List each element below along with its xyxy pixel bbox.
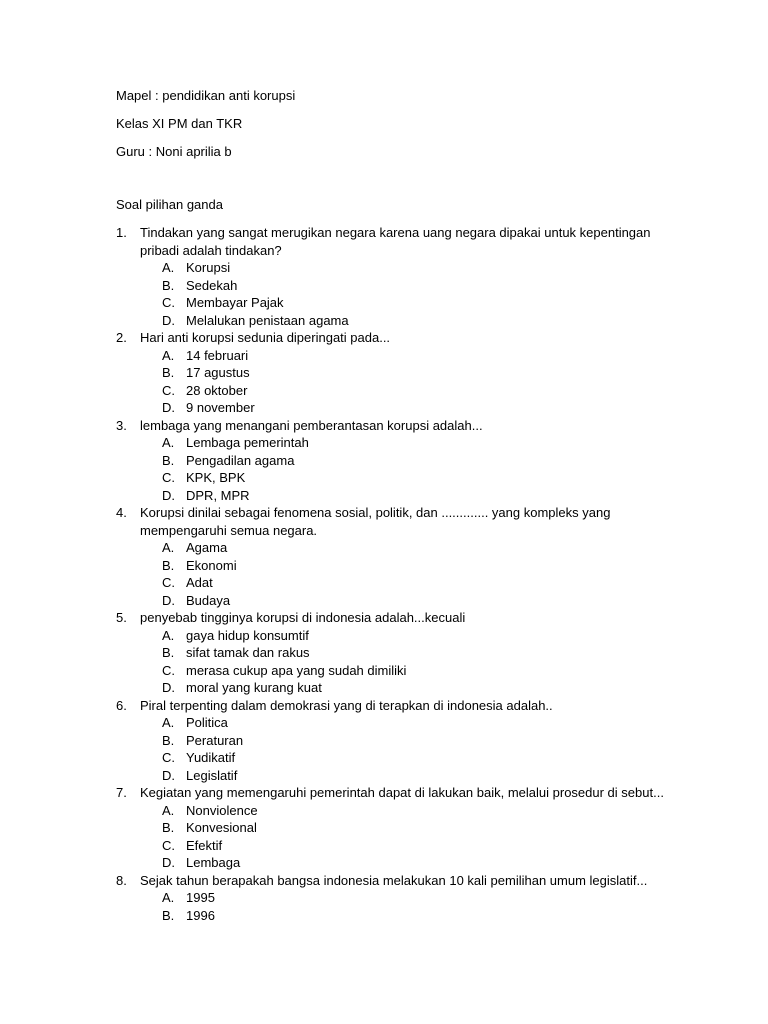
answer-option — [116, 767, 676, 785]
answer-option — [116, 854, 676, 872]
answer-option — [116, 382, 676, 400]
option-text: Budaya — [186, 592, 231, 608]
option-letter: B. — [162, 732, 175, 748]
answer-option — [116, 732, 676, 750]
option-letter: A. — [162, 627, 175, 643]
option-text: gaya hidup konsumtif — [186, 627, 309, 643]
option-text: 28 oktober — [186, 382, 248, 398]
question-list — [116, 224, 676, 924]
option-text: Ekonomi — [186, 557, 237, 573]
question-item — [116, 697, 676, 785]
option-letter: D. — [162, 487, 175, 503]
question-text: Tindakan yang sangat merugikan negara karena uang negara dipakai untuk kepentingan pribadi adalah tindakan? — [140, 225, 651, 258]
question-number: 4. — [116, 505, 127, 520]
option-text: 14 februari — [186, 347, 249, 363]
document-header — [116, 87, 295, 171]
option-text: Lembaga pemerintah — [186, 435, 309, 450]
option-letter: B. — [162, 557, 175, 573]
option-letter: D. — [162, 855, 175, 870]
answer-option — [116, 452, 676, 470]
question-text: penyebab tingginya korupsi di indonesia adalah...kecuali — [140, 610, 466, 625]
answer-option — [116, 714, 676, 732]
answer-option — [116, 644, 676, 662]
option-text: Adat — [186, 575, 213, 590]
option-text: Melalukan penistaan agama — [186, 312, 349, 328]
answer-option — [116, 277, 676, 295]
answer-option — [116, 364, 676, 382]
answer-option — [116, 294, 676, 312]
question-item — [116, 504, 676, 609]
answer-option — [116, 679, 676, 697]
answer-option — [116, 802, 676, 820]
option-text: Lembaga — [186, 855, 241, 870]
answer-option — [116, 399, 676, 417]
option-letter: C. — [162, 837, 175, 853]
answer-option — [116, 889, 676, 907]
answer-option — [116, 819, 676, 837]
question-item — [116, 784, 676, 872]
option-letter: A. — [162, 802, 175, 818]
question-item — [116, 872, 676, 925]
option-text: 1996 — [186, 907, 215, 923]
question-number: 6. — [116, 697, 127, 713]
option-text: 9 november — [186, 400, 255, 415]
option-list — [116, 714, 676, 784]
answer-option — [116, 312, 676, 330]
answer-option — [116, 574, 676, 592]
option-list — [116, 539, 676, 609]
class-line: Kelas XI PM dan TKR — [116, 116, 243, 131]
option-letter: A. — [162, 347, 175, 363]
option-letter: C. — [162, 382, 175, 398]
option-letter: D. — [162, 680, 175, 695]
question-item — [116, 224, 676, 329]
option-letter: B. — [162, 365, 175, 380]
answer-option — [116, 487, 676, 505]
option-text: merasa cukup apa yang sudah dimiliki — [186, 662, 407, 678]
question-text: Korupsi dinilai sebagai fenomena sosial, politik, dan ............. yang kompleks yang mempengaruhi semua negara. — [140, 505, 611, 538]
option-text: Efektif — [186, 837, 223, 853]
option-text: Agama — [186, 540, 228, 555]
option-text: DPR, MPR — [186, 487, 250, 503]
answer-option — [116, 837, 676, 855]
option-text: KPK, BPK — [186, 470, 246, 485]
option-letter: B. — [162, 452, 175, 468]
question-number: 5. — [116, 610, 127, 625]
answer-option — [116, 592, 676, 610]
question-item — [116, 609, 676, 697]
answer-option — [116, 557, 676, 575]
question-text: Kegiatan yang memengaruhi pemerintah dapat di lakukan baik, melalui prosedur di sebut... — [140, 785, 664, 800]
question-text: Piral terpenting dalam demokrasi yang di terapkan di indonesia adalah.. — [140, 697, 553, 713]
option-text: Nonviolence — [186, 802, 258, 818]
option-letter: B. — [162, 907, 175, 923]
option-letter: D. — [162, 767, 175, 783]
answer-option — [116, 749, 676, 767]
option-list — [116, 802, 676, 872]
option-text: Legislatif — [186, 767, 238, 783]
option-text: Membayar Pajak — [186, 295, 284, 310]
answer-option — [116, 539, 676, 557]
option-letter: A. — [162, 890, 175, 905]
question-number: 7. — [116, 785, 127, 800]
option-letter: D. — [162, 400, 175, 415]
option-text: Korupsi — [186, 260, 231, 275]
option-text: Politica — [186, 715, 228, 730]
option-list — [116, 347, 676, 417]
option-letter: C. — [162, 662, 175, 678]
option-letter: C. — [162, 295, 175, 310]
answer-option — [116, 907, 676, 925]
option-letter: A. — [162, 540, 175, 555]
section-title: Soal pilihan ganda — [116, 197, 223, 212]
option-letter: C. — [162, 470, 175, 485]
subject-line: Mapel : pendidikan anti korupsi — [116, 88, 296, 103]
question-number: 1. — [116, 225, 127, 240]
option-text: sifat tamak dan rakus — [186, 645, 310, 660]
question-number: 8. — [116, 872, 127, 888]
option-list — [116, 259, 676, 329]
option-letter: B. — [162, 645, 175, 660]
question-text: lembaga yang menangani pemberantasan korupsi adalah... — [140, 417, 483, 433]
option-letter: A. — [162, 715, 175, 730]
option-letter: C. — [162, 575, 175, 590]
answer-option — [116, 469, 676, 487]
question-item — [116, 417, 676, 505]
option-list — [116, 434, 676, 504]
option-text: Sedekah — [186, 277, 238, 293]
option-letter: A. — [162, 260, 175, 275]
question-text: Sejak tahun berapakah bangsa indonesia melakukan 10 kali pemilihan umum legislatif... — [140, 872, 648, 888]
option-list — [116, 889, 676, 924]
answer-option — [116, 259, 676, 277]
option-text: Peraturan — [186, 732, 244, 748]
question-item — [116, 329, 676, 417]
option-letter: A. — [162, 435, 175, 450]
answer-option — [116, 434, 676, 452]
question-number: 2. — [116, 330, 127, 345]
option-list — [116, 627, 676, 697]
option-text: Yudikatif — [186, 750, 236, 765]
option-text: Pengadilan agama — [186, 452, 295, 468]
option-letter: C. — [162, 750, 175, 765]
option-text: 17 agustus — [186, 365, 250, 380]
option-letter: B. — [162, 277, 175, 293]
option-letter: B. — [162, 820, 175, 835]
answer-option — [116, 347, 676, 365]
question-text: Hari anti korupsi sedunia diperingati pada... — [140, 330, 391, 345]
answer-option — [116, 627, 676, 645]
teacher-line: Guru : Noni aprilia b — [116, 144, 232, 159]
option-text: Konvesional — [186, 820, 257, 835]
option-letter: D. — [162, 592, 175, 608]
option-letter: D. — [162, 312, 175, 328]
option-text: moral yang kurang kuat — [186, 680, 322, 695]
answer-option — [116, 662, 676, 680]
question-number: 3. — [116, 417, 127, 433]
option-text: 1995 — [186, 890, 215, 905]
